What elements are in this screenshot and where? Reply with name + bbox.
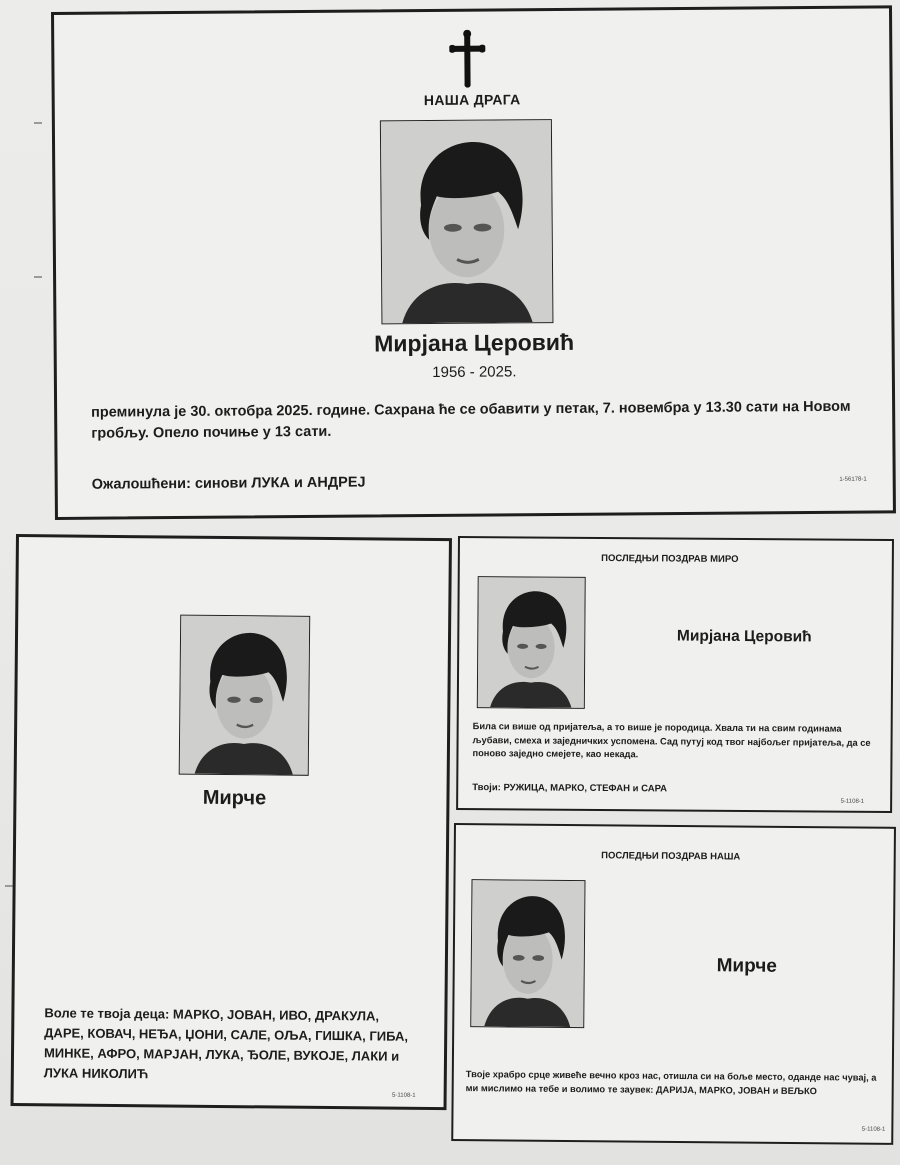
signature-line: Твоји: РУЖИЦА, МАРКО, СТЕФАН и САРА xyxy=(472,782,668,795)
obituary-left xyxy=(11,534,452,1110)
notice-body: Твоје храбро срце живеће вечно кроз нас, отишла си на боље место, одандe нас чувај, а ми мислимо на тебе и волимо те заувек: ДАРИЈА, МАРКО, ЈОВАН и ВЕЉКО xyxy=(465,1069,877,1097)
notice-header: НАША ДРАГА xyxy=(423,91,521,109)
ad-code: 1-56178-1 xyxy=(839,476,867,483)
deceased-name: Мирјана Церовић xyxy=(374,328,575,357)
deceased-nickname: Мирче xyxy=(716,955,777,977)
deceased-nickname: Мирче xyxy=(202,786,267,810)
portrait-photo xyxy=(477,576,586,709)
ad-code: 5-1108-1 xyxy=(861,1126,886,1133)
notice-body: Била си више од пријатеља, а то више је породица. Хвала ти на свим годинама љубави, смеха и заједничких успомена. Сад путуј код твог најбољег пријатеља, да се поново заједно смејете, као некада. xyxy=(472,721,871,760)
binder-hole xyxy=(34,276,42,278)
notice-header: ПОСЛЕДЊИ ПОЗДРАВ МИРО xyxy=(601,553,739,565)
obituary-right-top xyxy=(456,536,894,813)
obituary-main xyxy=(51,5,896,520)
orthodox-cross-icon xyxy=(449,30,485,88)
notice-body: Воле те твоја деца: МАРКО, ЈОВАН, ИВО, ДРАКУЛА, ДАРЕ, КОВАЧ, НЕЂА, ЏОНИ, САЛЕ, ОЉА, ГИШКА, ГИБА, МИНКЕ, АФРО, МАРЈАН, ЛУКА, ЂОЛЕ, ВУКОЈЕ, ЛАКИ и ЛУКА НИКОЛИЋ xyxy=(43,1005,409,1082)
portrait-photo xyxy=(380,119,554,324)
notice-header: ПОСЛЕДЊИ ПОЗДРАВ НАША xyxy=(601,850,741,863)
portrait-photo xyxy=(179,615,311,776)
deceased-name: Мирјана Церовић xyxy=(676,627,812,646)
ad-code: 5-1108-1 xyxy=(840,798,865,805)
portrait-photo xyxy=(470,879,585,1028)
life-years: 1956 - 2025. xyxy=(432,363,517,382)
obituary-right-bottom xyxy=(451,823,896,1145)
mourners-line: Ожалошћени: синови ЛУКА и АНДРЕЈ xyxy=(91,474,366,493)
ad-code: 5-1108-1 xyxy=(392,1092,416,1099)
notice-body: преминула је 30. октобра 2025. године. Сахрана ће се обавити у петак, 7. новембра у 13.30 сати на Новом гробљу. Опело почиње у 13 сати. xyxy=(91,398,851,442)
binder-hole xyxy=(34,122,42,124)
